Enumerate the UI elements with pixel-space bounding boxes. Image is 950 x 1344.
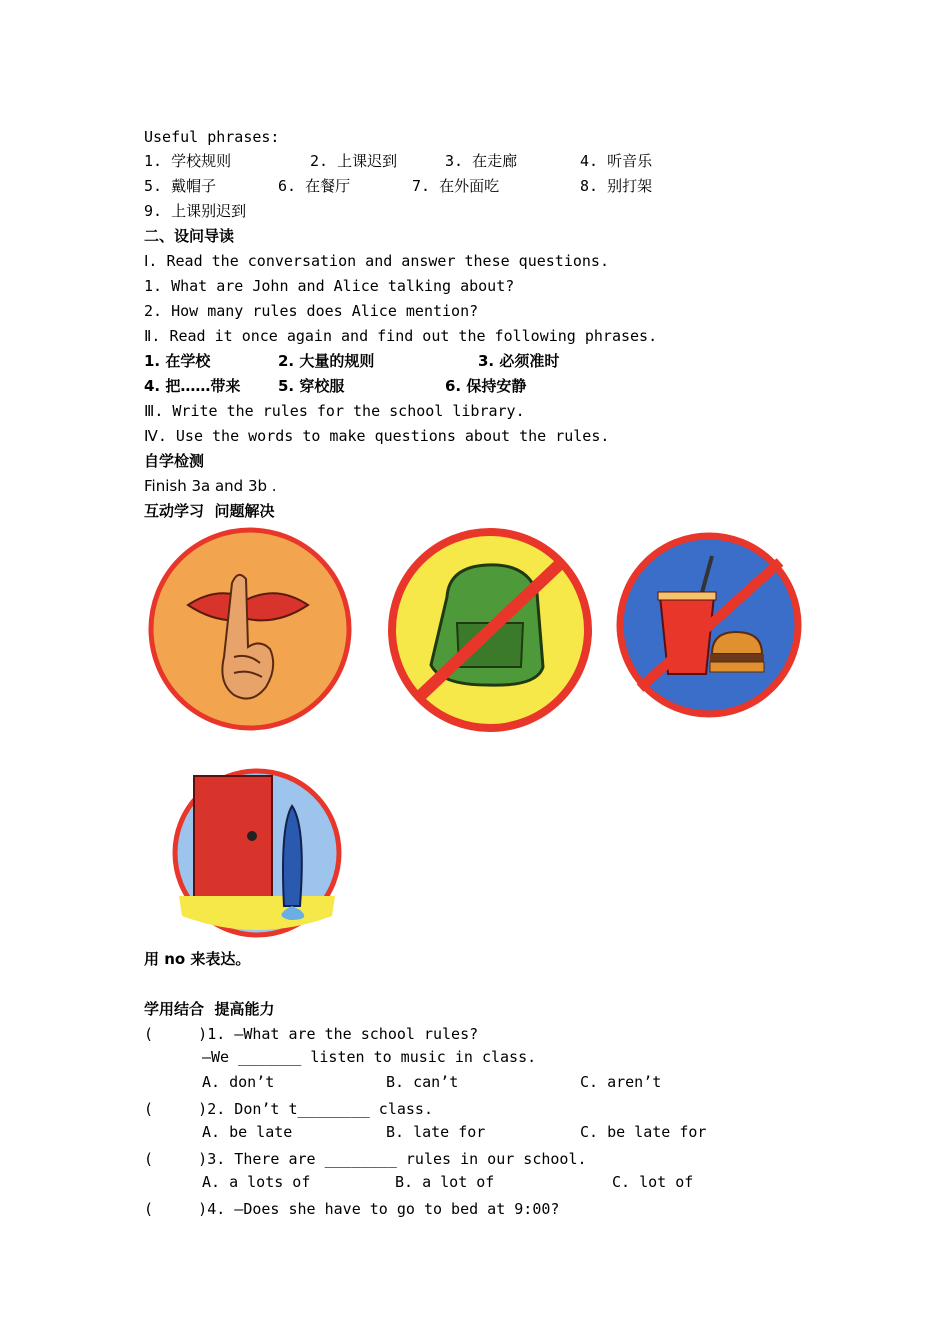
practice-q1-stem: ( )1. —What are the school rules?	[144, 1025, 479, 1043]
find-phrase: 5. 穿校服	[278, 377, 345, 395]
interactive-heading: 互动学习 问题解决	[144, 502, 275, 520]
self-check-heading: 自学检测	[144, 452, 205, 470]
practice-q4-stem: ( )4. —Does she have to go to bed at 9:00?	[144, 1200, 560, 1218]
guided-reading-heading: 二、设问导读	[144, 227, 235, 245]
task-1: Ⅰ. Read the conversation and answer these questions.	[144, 252, 609, 270]
option[interactable]: B. late for	[386, 1123, 486, 1141]
practice-q3-stem: ( )3. There are ________ rules in our school.	[144, 1150, 587, 1168]
phrase-item: 5. 戴帽子	[144, 177, 217, 195]
practice-heading: 学用结合 提高能力	[144, 1000, 275, 1018]
question-1: 1. What are John and Alice talking about?	[144, 277, 515, 295]
interactive-caption: 用 no 来表达。	[144, 950, 251, 968]
phrase-item: 4. 听音乐	[580, 152, 653, 170]
useful-phrases-heading: Useful phrases:	[144, 128, 280, 146]
no-umbrella-sign-icon	[172, 766, 342, 940]
practice-q2-stem: ( )2. Don’t t________ class.	[144, 1100, 433, 1118]
no-bags-sign-icon	[387, 527, 593, 733]
find-phrase: 2. 大量的规则	[278, 352, 375, 370]
option[interactable]: A. be late	[202, 1123, 293, 1141]
task-4: Ⅳ. Use the words to make questions about the rules.	[144, 427, 610, 445]
option[interactable]: C. aren’t	[580, 1073, 662, 1091]
phrase-item: 7. 在外面吃	[412, 177, 500, 195]
question-2: 2. How many rules does Alice mention?	[144, 302, 479, 320]
task-3: Ⅲ. Write the rules for the school library.	[144, 402, 525, 420]
self-check-text: Finish 3a and 3b .	[144, 477, 277, 495]
phrase-item: 9. 上课别迟到	[144, 202, 247, 220]
quiet-sign-icon	[148, 527, 352, 731]
no-food-drink-sign-icon	[616, 532, 802, 718]
option[interactable]: C. be late for	[580, 1123, 707, 1141]
find-phrase: 1. 在学校	[144, 352, 211, 370]
option[interactable]: B. a lot of	[395, 1173, 495, 1191]
practice-q1-line2: —We _______ listen to music in class.	[202, 1048, 537, 1066]
option[interactable]: A. don’t	[202, 1073, 275, 1091]
find-phrase: 4. 把……带来	[144, 377, 241, 395]
option[interactable]: B. can’t	[386, 1073, 459, 1091]
phrase-item: 3. 在走廊	[445, 152, 518, 170]
task-2: Ⅱ. Read it once again and find out the following phrases.	[144, 327, 658, 345]
option[interactable]: A. a lots of	[202, 1173, 311, 1191]
phrase-item: 2. 上课迟到	[310, 152, 398, 170]
option[interactable]: C. lot of	[612, 1173, 694, 1191]
phrase-item: 6. 在餐厅	[278, 177, 351, 195]
phrase-item: 1. 学校规则	[144, 152, 232, 170]
find-phrase: 6. 保持安静	[445, 377, 527, 395]
find-phrase: 3. 必须准时	[478, 352, 560, 370]
phrase-item: 8. 别打架	[580, 177, 653, 195]
